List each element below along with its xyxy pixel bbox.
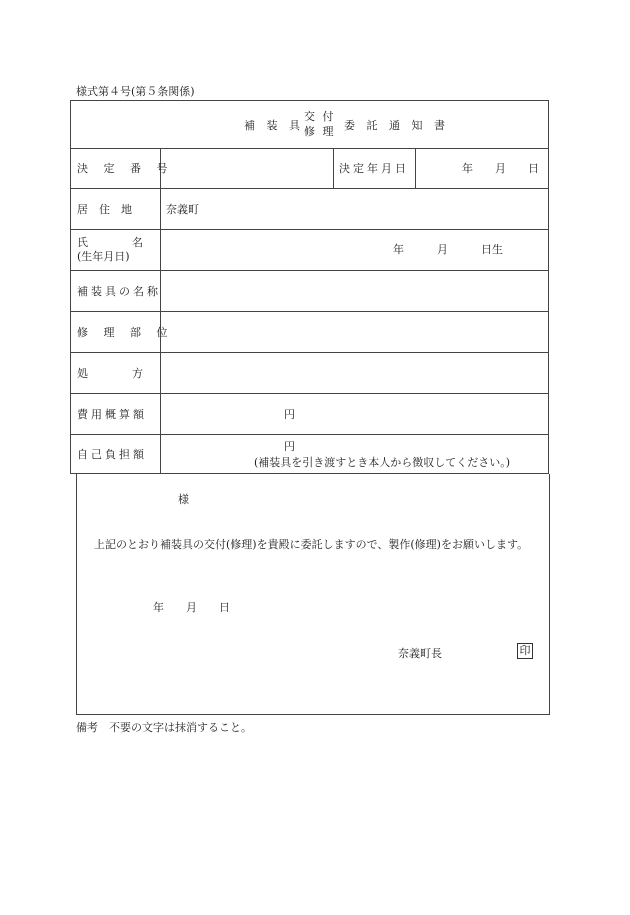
notice-body: 上記のとおり補装具の交付(修理)を貴殿に委託しますので、製作(修理)をお願いします。 [94,538,529,551]
self-pay-yen: 円 [284,440,295,453]
device-name-label: 補装具の名称 [77,285,161,298]
name-label: 氏 名 [77,236,143,249]
decision-date-value: 年 月 日 [462,162,539,175]
notice-date: 年 月 日 [153,601,230,614]
prescription-label: 処 方 [77,367,143,380]
birth-date-label: (生年月日) [77,250,130,263]
row-divider [71,352,548,353]
label-column-divider [160,148,161,474]
issuer-name: 奈義町長 [398,647,442,660]
row-divider [71,229,548,230]
self-pay-label: 自己負担額 [77,448,147,461]
row-divider [71,188,548,189]
repair-part-label: 修 理 部 位 [77,326,174,339]
notice-table [70,100,549,474]
row-divider [71,148,548,149]
column-divider [415,148,416,188]
remarks: 備考 不要の文字は抹消すること。 [76,721,252,734]
address-label: 居 住 地 [77,203,132,216]
form-number: 様式第４号(第５条関係) [76,85,195,98]
seal-mark: 印 [517,643,533,659]
title-issue: 交 付 [304,110,336,123]
title-right: 委 託 通 知 書 [344,119,449,132]
address-value: 奈義町 [166,203,199,216]
addressee-suffix: 様 [178,493,189,506]
decision-number-label: 決 定 番 号 [77,162,174,175]
cost-estimate-yen: 円 [284,408,295,421]
title-repair: 修 理 [304,125,336,138]
self-pay-note: (補装具を引き渡すとき本人から徴収してください。) [254,456,511,469]
row-divider [71,270,548,271]
column-divider [333,148,334,188]
notice-body-box [76,474,550,715]
row-divider [71,434,548,435]
row-divider [71,393,548,394]
cost-estimate-label: 費用概算額 [77,408,147,421]
decision-date-label: 決定年月日 [339,162,409,175]
birth-date-value: 年 月 日生 [393,243,503,256]
row-divider [71,311,548,312]
title-left: 補 装 具 [244,119,304,132]
